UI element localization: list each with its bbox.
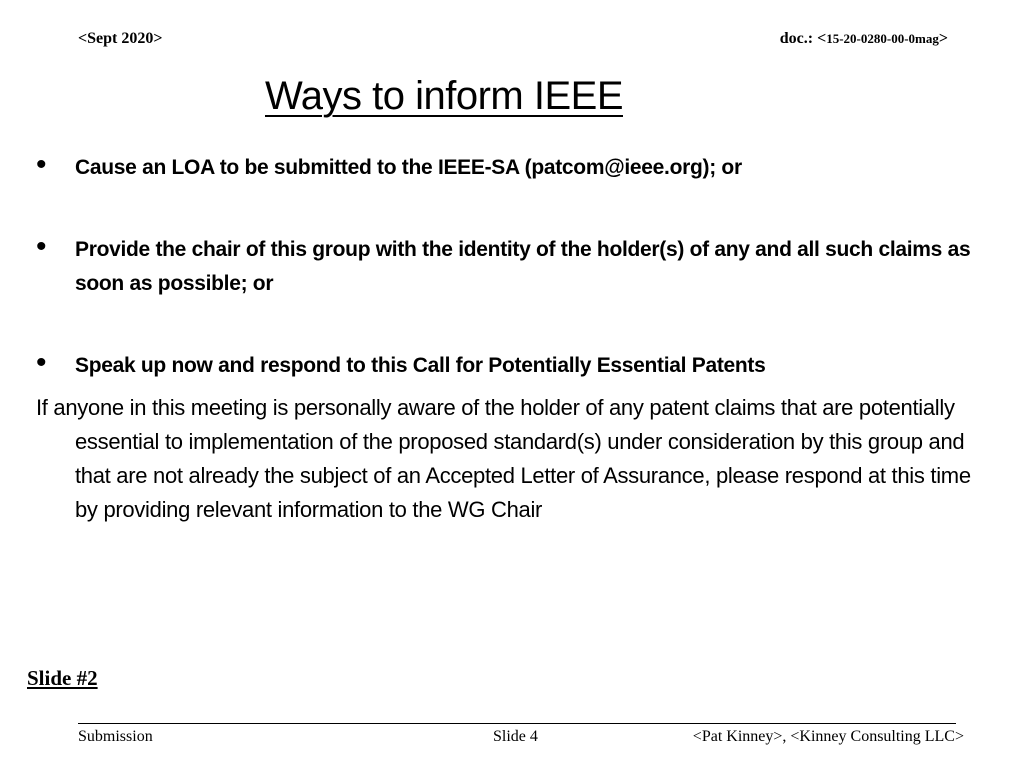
footer-author: <Pat Kinney>, <Kinney Consulting LLC> — [692, 728, 964, 745]
header-doc-id — [780, 30, 948, 48]
bullet-item-3: Speak up now and respond to this Call for Potentially Essential Patents — [75, 354, 766, 377]
doc-bracket-close: > — [938, 30, 948, 47]
doc-number: 15-20-0280-00-0mag — [826, 31, 939, 46]
call-for-patents-paragraph: If anyone in this meeting is personally aware of the holder of any patent claims that are potentially essential to implementation of the proposed standard(s) under consideration by this group and that are not already the subject of an Accepted Letter of Assurance, please respond at this time by providing relevant information to the WG Chair — [36, 395, 971, 522]
slide-number-label: Slide #2 — [27, 666, 98, 690]
header-date: <Sept 2020> — [78, 30, 163, 47]
doc-label: doc.: — [779, 30, 818, 47]
bullet-dot-2: • — [36, 230, 47, 263]
bullet-dot-3: • — [36, 346, 47, 379]
bullet-item-1: Cause an LOA to be submitted to the IEEE-SA (patcom@ieee.org); or — [75, 156, 742, 179]
bullet-dot-1: • — [36, 148, 47, 181]
footer-slide-number: Slide 4 — [493, 728, 538, 745]
slide-title: Ways to inform IEEE — [265, 74, 623, 118]
footer-submission: Submission — [78, 728, 153, 745]
footer-divider — [78, 723, 956, 724]
doc-bracket-open: < — [817, 30, 827, 47]
bullet-item-2: Provide the chair of this group with the identity of the holder(s) of any and all such claims as soon as possible; or — [75, 238, 971, 295]
